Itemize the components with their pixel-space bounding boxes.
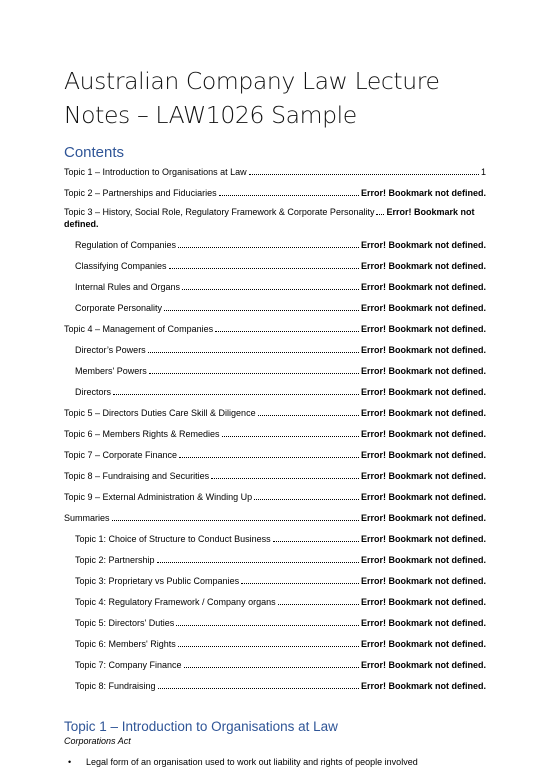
toc-entry-page: Error! Bookmark not defined. xyxy=(360,261,486,271)
toc-entry[interactable] xyxy=(64,594,486,608)
toc-entry-label: Topic 1: Choice of Structure to Conduct Business xyxy=(75,534,271,544)
toc-entry-page: Error! Bookmark not defined. xyxy=(360,639,486,649)
toc-entry-page: Error! Bookmark not defined. xyxy=(360,597,486,607)
toc-entry-page: Error! Bookmark not defined. xyxy=(360,492,486,502)
toc-leader-dots xyxy=(249,164,479,175)
toc-entry[interactable] xyxy=(64,678,486,692)
toc-entry-page: Error! Bookmark not defined. xyxy=(360,408,486,418)
toc-entry[interactable] xyxy=(64,342,486,356)
toc-entry-page: Error! Bookmark not defined. xyxy=(360,534,486,544)
toc-entry-page: Error! Bookmark not defined. xyxy=(360,471,486,481)
toc-entry[interactable] xyxy=(64,531,486,545)
toc-entry-page: Error! Bookmark not defined. xyxy=(360,555,486,565)
toc-entry-label: Topic 7 – Corporate Finance xyxy=(64,450,178,460)
toc-entry[interactable] xyxy=(64,552,486,566)
toc-entry-page: Error! Bookmark not defined. xyxy=(360,618,486,628)
bullet-list xyxy=(64,756,486,768)
toc-entry-page: Error! Bookmark not defined. xyxy=(360,450,486,460)
toc-entry-page: Error! Bookmark not defined. xyxy=(64,207,475,229)
document-title: Australian Company Law Lecture Notes – LAW1026 Sample xyxy=(64,67,440,129)
toc-leader-dots xyxy=(241,573,359,584)
toc-entry-page: Error! Bookmark not defined. xyxy=(360,366,486,376)
toc-leader-dots xyxy=(179,447,359,458)
toc-entry-label: Topic 8 – Fundraising and Securities xyxy=(64,471,210,481)
toc-entry-label: Internal Rules and Organs xyxy=(75,282,181,292)
toc-leader-dots xyxy=(178,636,359,647)
toc-entry[interactable] xyxy=(64,164,486,178)
toc-leader-dots xyxy=(215,321,359,332)
toc-entry[interactable] xyxy=(64,300,486,314)
toc-entry-page: Error! Bookmark not defined. xyxy=(360,188,486,198)
toc-entry[interactable] xyxy=(64,573,486,587)
toc-entry-page: Error! Bookmark not defined. xyxy=(360,660,486,670)
toc-entry-label: Topic 4: Regulatory Framework / Company organs xyxy=(75,597,276,607)
toc-leader-dots xyxy=(113,384,359,395)
toc-entry-label: Topic 8: Fundraising xyxy=(75,681,156,691)
list-item: • Legal form of an organisation used to work out liability and rights of people involved xyxy=(64,756,486,768)
toc-entry-page: Error! Bookmark not defined. xyxy=(360,429,486,439)
toc-entry-label: Directors xyxy=(75,387,112,397)
toc-entry-page: Error! Bookmark not defined. xyxy=(360,576,486,586)
section-subheading: Corporations Act xyxy=(64,736,131,746)
toc-leader-dots xyxy=(178,237,359,248)
toc-entry-label: Topic 1 – Introduction to Organisations at Law xyxy=(64,167,247,177)
toc-entry[interactable] xyxy=(64,206,486,230)
toc-entry[interactable] xyxy=(64,321,486,335)
toc-entry[interactable] xyxy=(64,363,486,377)
toc-entry-page: Error! Bookmark not defined. xyxy=(360,282,486,292)
toc-entry-page: Error! Bookmark not defined. xyxy=(360,345,486,355)
toc-leader-dots xyxy=(254,489,359,500)
toc-entry-label: Topic 3: Proprietary vs Public Companies xyxy=(75,576,240,586)
toc-entry-label: Corporate Personality xyxy=(75,303,163,313)
toc-entry-label: Topic 6: Members' Rights xyxy=(75,639,176,649)
toc-leader-dots xyxy=(112,510,359,521)
table-of-contents xyxy=(64,164,486,692)
toc-entry[interactable] xyxy=(64,384,486,398)
toc-leader-dots xyxy=(157,552,359,563)
toc-entry[interactable] xyxy=(64,279,486,293)
toc-entry-label: Topic 5 – Directors Duties Care Skill & Diligence xyxy=(64,408,256,418)
toc-leader-dots xyxy=(169,258,359,269)
toc-entry-page: Error! Bookmark not defined. xyxy=(360,324,486,334)
toc-leader-dots xyxy=(376,214,384,215)
toc-entry-label: Topic 2: Partnership xyxy=(75,555,155,565)
toc-entry[interactable] xyxy=(64,468,486,482)
toc-leader-dots xyxy=(149,363,359,374)
toc-entry-page: 1 xyxy=(480,167,486,177)
toc-leader-dots xyxy=(211,468,359,479)
toc-leader-dots xyxy=(222,426,359,437)
toc-entry-label: Topic 9 – External Administration & Winding Up xyxy=(64,492,253,502)
toc-leader-dots xyxy=(273,531,359,542)
toc-entry-label: Topic 7: Company Finance xyxy=(75,660,182,670)
toc-entry-page: Error! Bookmark not defined. xyxy=(360,681,486,691)
toc-entry[interactable] xyxy=(64,615,486,629)
section-heading: Topic 1 – Introduction to Organisations at Law xyxy=(64,719,338,734)
toc-entry-label: Topic 3 – History, Social Role, Regulatory Framework & Corporate Personality xyxy=(64,207,375,217)
contents-heading: Contents xyxy=(64,144,125,161)
toc-entry[interactable] xyxy=(64,510,486,524)
toc-entry[interactable] xyxy=(64,237,486,251)
toc-entry-page: Error! Bookmark not defined. xyxy=(360,513,486,523)
toc-entry[interactable] xyxy=(64,657,486,671)
toc-leader-dots xyxy=(258,405,359,416)
toc-entry-label: Director’s Powers xyxy=(75,345,146,355)
toc-entry[interactable] xyxy=(64,447,486,461)
toc-entry[interactable] xyxy=(64,185,486,199)
toc-entry[interactable] xyxy=(64,426,486,440)
toc-entry-label: Topic 5: Directors' Duties xyxy=(75,618,175,628)
toc-entry[interactable] xyxy=(64,489,486,503)
toc-entry-page: Error! Bookmark not defined. xyxy=(360,240,486,250)
toc-entry-label: Topic 6 – Members Rights & Remedies xyxy=(64,429,220,439)
toc-entry-label: Topic 4 – Management of Companies xyxy=(64,324,214,334)
toc-entry-label: Topic 2 – Partnerships and Fiduciaries xyxy=(64,188,217,198)
toc-entry-label: Members' Powers xyxy=(75,366,147,376)
toc-entry-label: Classifying Companies xyxy=(75,261,167,271)
toc-leader-dots xyxy=(148,342,359,353)
toc-leader-dots xyxy=(158,678,359,689)
toc-leader-dots xyxy=(184,657,359,668)
toc-leader-dots xyxy=(219,185,359,196)
toc-entry[interactable] xyxy=(64,405,486,419)
toc-leader-dots xyxy=(278,594,359,605)
toc-entry-page: Error! Bookmark not defined. xyxy=(360,387,486,397)
toc-entry[interactable] xyxy=(64,258,486,272)
toc-entry-label: Summaries xyxy=(64,513,110,523)
toc-entry-label: Regulation of Companies xyxy=(75,240,177,250)
toc-entry-page: Error! Bookmark not defined. xyxy=(360,303,486,313)
toc-leader-dots xyxy=(176,615,359,626)
toc-leader-dots xyxy=(182,279,359,290)
toc-entry[interactable] xyxy=(64,636,486,650)
toc-leader-dots xyxy=(164,300,359,311)
